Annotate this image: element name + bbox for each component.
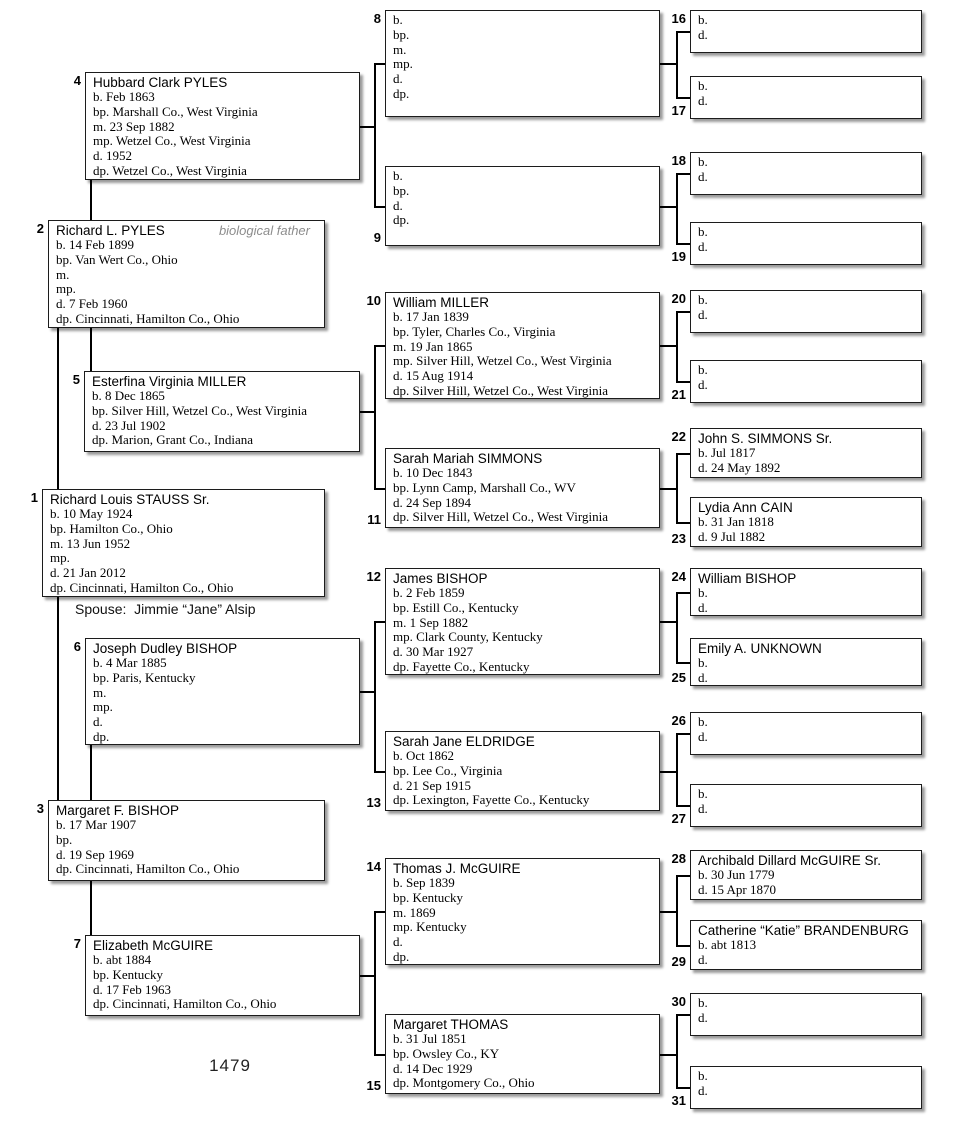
person-number-14: 14 [366,859,381,874]
person-box-10[interactable] [385,292,660,399]
connector-line [660,63,677,65]
connector-line [676,31,678,98]
person-number-18: 18 [671,153,686,168]
person-box-13[interactable] [385,731,660,811]
connector-line [676,1087,690,1089]
person-detail-line: b. 30 Jun 1779 [698,867,775,882]
person-name-row [92,374,353,389]
person-detail-line: b. 10 Dec 1843 [393,465,473,480]
person-detail-line: d. [93,714,103,730]
person-number-12: 12 [366,569,381,584]
person-name-row [698,853,915,868]
person-box-20[interactable] [690,290,922,333]
person-name: Richard Louis STAUSS Sr. [50,492,210,507]
person-detail-line: b. Jul 1817 [698,445,756,460]
connector-line [676,1014,678,1088]
connector-line [660,911,677,913]
spouse-line: Spouse: Jimmie “Jane” Alsip [75,601,256,617]
person-detail-line: mp. [93,699,113,715]
person-box-15[interactable] [385,1014,660,1094]
person-box-8[interactable] [385,10,660,117]
person-detail-line: d. [698,1009,708,1025]
person-box-29[interactable] [690,920,922,970]
person-detail-line: dp. Cincinnati, Hamilton Co., Ohio [93,996,277,1012]
person-name: Sarah Jane ELDRIDGE [393,734,535,749]
person-number-24: 24 [671,569,686,584]
person-number-25: 25 [671,670,686,685]
person-name: William MILLER [393,295,490,310]
person-name: Elizabeth McGUIRE [93,938,214,953]
person-number-22: 22 [671,429,686,444]
person-box-3[interactable] [48,800,325,881]
person-detail-line: d. 19 Sep 1969 [56,846,134,862]
person-box-5[interactable] [84,371,360,452]
person-detail-line: d. [698,599,708,615]
person-name: Esterfina Virginia MILLER [92,374,247,389]
person-box-27[interactable] [690,784,922,827]
person-detail-line: b. [698,154,708,169]
connector-line [676,243,690,245]
person-detail-line: b. [393,168,403,183]
person-detail-line: bp. [393,182,410,198]
person-name: Joseph Dudley BISHOP [93,641,238,656]
person-detail-line: d. [698,1082,708,1098]
person-detail-line: mp. [393,56,413,72]
person-name: Hubbard Clark PYLES [93,75,228,90]
person-number-16: 16 [671,11,686,26]
person-detail-line: b. 4 Mar 1885 [93,655,167,670]
person-detail-line: b. [698,714,708,729]
person-detail-line: dp. Fayette Co., Kentucky [393,658,530,674]
connector-line [660,771,677,773]
connector-line [676,733,678,806]
person-name: Margaret F. BISHOP [56,803,180,818]
person-detail-line: bp. Van Wert Co., Ohio [56,251,178,267]
person-name-row [393,451,653,466]
person-name-row [56,223,318,238]
connector-line [660,488,677,490]
person-detail-line: m. [393,41,407,57]
person-detail-line: d. [698,800,708,816]
person-detail-line: d. [698,92,708,108]
person-box-1[interactable] [42,489,325,597]
connector-line [676,662,690,664]
person-detail-line: m. 19 Jan 1865 [393,338,473,354]
person-detail-line: d. 1952 [93,148,132,164]
connector-line [676,173,678,244]
connector-line [676,522,690,524]
person-detail-line: bp. [56,831,73,847]
connector-line [676,453,678,523]
person-detail-line: bp. [393,26,410,42]
person-detail-line: mp. Clark County, Kentucky [393,629,543,645]
person-number-19: 19 [671,249,686,264]
connector-line [676,875,690,877]
person-detail-line: m. [56,266,70,282]
connector-line [676,733,690,735]
connector-line [374,488,385,490]
person-detail-line: d. 17 Feb 1963 [93,981,171,997]
connector-line [660,206,677,208]
person-box-26[interactable] [690,712,922,755]
connector-line [660,345,677,347]
person-detail-line: bp. Owsley Co., KY [393,1045,500,1061]
person-box-18[interactable] [690,152,922,195]
person-name: John S. SIMMONS Sr. [698,431,833,446]
person-detail-line: bp. Estill Co., Kentucky [393,599,519,615]
person-name: Catherine “Katie” BRANDENBURG [698,923,909,938]
person-number-3: 3 [36,801,44,816]
person-detail-line: b. 14 Feb 1899 [56,237,134,252]
person-detail-line: mp. [56,281,76,297]
person-detail-line: dp. Silver Hill, Wetzel Co., West Virginia [393,382,608,398]
person-detail-line: d. 15 Apr 1870 [698,881,776,897]
person-detail-line: d. [698,728,708,744]
person-box-11[interactable] [385,448,660,528]
person-detail-line: bp. Paris, Kentucky [93,669,196,685]
person-number-23: 23 [671,531,686,546]
person-detail-line: bp. Lee Co., Virginia [393,762,503,778]
connector-line [676,875,678,946]
person-detail-line: d. 21 Jan 2012 [50,565,126,581]
person-number-4: 4 [73,73,81,88]
person-name: Richard L. PYLES [56,223,165,238]
connector-line [676,945,690,947]
person-detail-line: d. 21 Sep 1915 [393,777,471,793]
person-detail-line: dp. [393,212,410,228]
person-detail-line: d. 15 Aug 1914 [393,368,474,384]
person-detail-line: m. 1 Sep 1882 [393,614,469,630]
person-detail-line: d. [698,669,708,685]
person-box-16[interactable] [690,10,922,53]
person-detail-line: d. [393,934,403,950]
person-number-27: 27 [671,811,686,826]
person-detail-line: d. 23 Jul 1902 [92,417,166,433]
person-detail-line: mp. Silver Hill, Wetzel Co., West Virginia [393,353,612,369]
person-box-19[interactable] [690,222,922,265]
person-detail-line: d. [698,26,708,42]
person-name-row [93,938,353,953]
person-detail-line: d. [698,376,708,392]
person-detail-line: d. [393,197,403,213]
person-detail-line: b. abt 1813 [698,937,757,952]
person-detail-line: b. 8 Dec 1865 [92,388,165,403]
person-detail-line: dp. [393,85,410,101]
person-number-29: 29 [671,954,686,969]
connector-line [676,805,690,807]
connector-line [360,691,375,693]
person-name-row [93,75,353,90]
person-number-10: 10 [366,293,381,308]
person-detail-line: b. [698,362,708,377]
person-detail-line: m. 13 Jun 1952 [50,535,131,551]
person-number-2: 2 [36,221,44,236]
person-detail-line: bp. Marshall Co., West Virginia [93,103,258,119]
person-detail-line: dp. [93,728,110,744]
person-detail-line: b. 10 May 1924 [50,506,133,521]
person-number-15: 15 [366,1078,381,1093]
chart-number: 1479 [209,1056,251,1075]
person-detail-line: d. 24 Sep 1894 [393,494,471,510]
person-number-26: 26 [671,713,686,728]
person-detail-line: b. 31 Jul 1851 [393,1031,467,1046]
person-number-20: 20 [671,291,686,306]
connector-line [360,411,375,413]
connector-line [374,911,385,913]
person-detail-line: b. [698,786,708,801]
person-detail-line: d. [698,168,708,184]
person-detail-line: dp. Wetzel Co., West Virginia [93,162,247,178]
person-box-23[interactable] [690,497,922,547]
person-detail-line: bp. Hamilton Co., Ohio [50,520,173,536]
person-detail-line: b. 2 Feb 1859 [393,585,465,600]
person-name-row [393,571,653,586]
connector-line [676,97,690,99]
connector-line [374,771,385,773]
person-number-6: 6 [73,639,81,654]
connector-line [660,1054,677,1056]
person-box-31[interactable] [690,1066,922,1109]
person-name-row [393,295,653,310]
person-number-30: 30 [671,994,686,1009]
person-box-25[interactable] [690,638,922,686]
person-box-6[interactable] [85,638,360,745]
person-detail-line: bp. Kentucky [93,966,164,982]
connector-line [676,311,678,382]
person-number-31: 31 [671,1093,686,1108]
person-detail-line: bp. Lynn Camp, Marshall Co., WV [393,479,576,495]
person-name-row [393,861,653,876]
person-number-17: 17 [671,103,686,118]
connector-line [374,63,376,207]
person-number-5: 5 [72,372,80,387]
person-box-14[interactable] [385,858,660,965]
person-detail-line: bp. Silver Hill, Wetzel Co., West Virginia [92,402,307,418]
person-number-7: 7 [73,936,81,951]
connector-line [676,592,678,663]
connector-line [660,621,677,623]
connector-line [374,345,385,347]
person-detail-line: dp. Lexington, Fayette Co., Kentucky [393,792,590,808]
person-box-4[interactable] [85,72,360,180]
person-detail-line: bp. Kentucky [393,889,464,905]
person-name: Archibald Dillard McGUIRE Sr. [698,853,882,868]
person-box-7[interactable] [85,935,360,1016]
connector-line [374,63,385,65]
person-detail-line: b. Oct 1862 [393,748,455,763]
connector-line [676,31,690,33]
connector-line [676,173,690,175]
person-box-12[interactable] [385,568,660,675]
relationship-note: biological father [218,223,310,238]
person-box-17[interactable] [690,76,922,119]
person-detail-line: mp. Wetzel Co., West Virginia [93,133,251,149]
person-name-row [393,734,653,749]
person-detail-line: d. 14 Dec 1929 [393,1060,473,1076]
person-name-row [698,641,915,656]
person-name: William BISHOP [698,571,797,586]
person-detail-line: b. [698,224,708,239]
connector-line [374,206,385,208]
person-name-row [698,431,915,446]
connector-line [374,911,376,1055]
person-detail-line: b. [698,292,708,307]
person-detail-line: dp. Silver Hill, Wetzel Co., West Virginia [393,509,608,525]
connector-line [374,621,385,623]
person-detail-line: d. 30 Mar 1927 [393,644,474,660]
person-detail-line: b. 17 Jan 1839 [393,309,469,324]
person-box-28[interactable] [690,850,922,900]
connector-line [374,621,376,772]
connector-line [676,311,690,313]
person-detail-line: b. [698,1068,708,1083]
person-detail-line: m. 23 Sep 1882 [93,118,175,134]
connector-line [360,975,375,977]
person-name-row [50,492,318,507]
person-detail-line: d. 24 May 1892 [698,459,781,475]
person-name-row [393,1017,653,1032]
person-box-30[interactable] [690,993,922,1036]
person-detail-line: b. Sep 1839 [393,875,455,890]
person-detail-line: m. [93,684,107,700]
connector-line [676,453,690,455]
person-number-28: 28 [671,851,686,866]
person-number-1: 1 [30,490,38,505]
person-name: Lydia Ann CAIN [698,500,793,515]
person-detail-line: b. [698,12,708,27]
person-name-row [698,500,915,515]
person-name: Margaret THOMAS [393,1017,509,1032]
person-box-21[interactable] [690,360,922,403]
connector-line [374,345,376,489]
person-detail-line: dp. Montgomery Co., Ohio [393,1075,535,1091]
person-name: Sarah Mariah SIMMONS [393,451,543,466]
person-detail-line: b. [698,655,708,670]
person-number-21: 21 [671,387,686,402]
person-box-2[interactable] [48,220,325,328]
person-number-8: 8 [373,11,381,26]
connector-line [676,381,690,383]
person-detail-line: b. 31 Jan 1818 [698,514,774,529]
person-detail-line: d. [393,71,403,87]
person-box-22[interactable] [690,428,922,478]
person-name-row [698,923,915,938]
person-detail-line: b. [698,995,708,1010]
person-detail-line: b. 17 Mar 1907 [56,817,137,832]
person-box-9[interactable] [385,166,660,246]
person-detail-line: b. [698,585,708,600]
connector-line [374,1054,385,1056]
person-number-11: 11 [367,512,381,527]
person-detail-line: b. abt 1884 [93,952,152,967]
person-detail-line: b. [393,12,403,27]
person-name-row [93,641,353,656]
person-name-row [56,803,318,818]
person-detail-line: b. [698,78,708,93]
person-number-9: 9 [373,230,381,245]
person-number-13: 13 [366,795,381,810]
person-detail-line: dp. Cincinnati, Hamilton Co., Ohio [50,579,234,595]
person-detail-line: dp. Marion, Grant Co., Indiana [92,432,254,448]
person-name: Emily A. UNKNOWN [698,641,822,656]
person-detail-line: dp. [393,948,410,964]
person-detail-line: mp. Kentucky [393,919,467,935]
person-detail-line: dp. Cincinnati, Hamilton Co., Ohio [56,310,240,326]
person-detail-line: m. 1869 [393,904,436,920]
person-detail-line: d. 9 Jul 1882 [698,528,766,544]
person-name-row [698,571,915,586]
person-detail-line: d. [698,951,708,967]
person-detail-line: dp. Cincinnati, Hamilton Co., Ohio [56,861,240,877]
person-detail-line: d. 7 Feb 1960 [56,296,128,312]
connector-line [676,1014,690,1016]
person-detail-line: d. [698,238,708,254]
person-name: James BISHOP [393,571,488,586]
person-detail-line: d. [698,306,708,322]
person-box-24[interactable] [690,568,922,616]
person-name: Thomas J. McGUIRE [393,861,521,876]
connector-line [360,126,375,128]
person-detail-line: mp. [50,550,70,566]
person-detail-line: b. Feb 1863 [93,89,155,104]
person-detail-line: bp. Tyler, Charles Co., Virginia [393,323,556,339]
connector-line [676,592,690,594]
